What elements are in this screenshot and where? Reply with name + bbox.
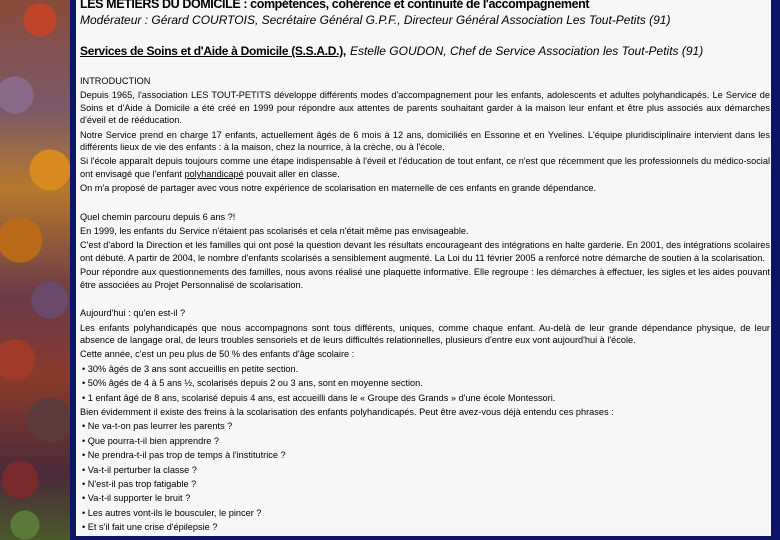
list-item: • Ne va-t-on pas leurrer les parents ? xyxy=(80,420,770,432)
paragraph: On m'a proposé de partager avec vous notre expérience de scolarisation en maternelle de ces enfants en grande dépendance. xyxy=(80,183,597,194)
list-item: • Que pourra-t-il bien apprendre ? xyxy=(80,435,770,447)
list-item: • 30% âgés de 3 ans sont accueillis en petite section. xyxy=(80,363,770,375)
list-item: • N'est-il pas trop fatigable ? xyxy=(80,478,770,490)
paragraph: Depuis 1965, l'association LES TOUT-PETITS développe différents modes d'accompagnement pour les enfants, adolescents et adultes polyhandicapés. Le Service de Soins et d'Aide à Domicile a été créé en 1999 pour répondre aux attentes de parents souhaitant garder à la maison leur enfant et être plus associés aux démarches d'éveil et de rééducation. xyxy=(80,90,770,126)
document-panel xyxy=(76,0,771,536)
text: Si l'école apparaît depuis toujours comme une étape indispensable à l'éveil et l'éducation de tout enfant, ce n'est que récemment que les professionnels du médico-social ont envisagé que l'enfant xyxy=(80,156,770,179)
list-item: • Et s'il fait une crise d'épilepsie ? xyxy=(80,521,770,533)
service-name: Services de Soins et d'Aide à Domicile (S.S.A.D.), xyxy=(80,44,346,58)
list-item: • Les autres vont-ils le bousculer, le pincer ? xyxy=(80,507,770,519)
list-item: • Ne prendra-t-il pas trop de temps à l'institutrice ? xyxy=(80,449,770,461)
speaker: Estelle GOUDON, Chef de Service Association les Tout-Petits (91) xyxy=(349,44,704,58)
list-item: • Va-t-il perturber la classe ? xyxy=(80,464,770,476)
text: pouvait aller en classe. xyxy=(243,168,340,179)
service-heading xyxy=(80,44,703,58)
document-body xyxy=(80,75,770,536)
paragraph: Bien évidemment il existe des freins à la scolarisation des enfants polyhandicapés. Peut être avez-vous déjà entendu ces phrases : xyxy=(80,406,614,417)
paragraph xyxy=(80,155,770,180)
list-item: • 1 enfant âgé de 8 ans, scolarisé depuis 4 ans, est accueilli dans le « Groupe des Grands » d'une école Montessori. xyxy=(80,392,770,404)
paragraph: Notre Service prend en charge 17 enfants, actuellement âgés de 6 mois à 12 ans, domiciliés en Essonne et en Yvelines. L'équipe pluridisciplinaire intervient dans les différents lieux de vie des enfants : à la maison, chez la nourrice, à la crèche, ou à l'école. xyxy=(80,129,770,153)
paragraph: Pour répondre aux questionnements des familles, nous avons réalisé une plaquette informative. Elle regroupe : les démarches à effectuer, les sigles et les aides pouvant être associées au Projet Personnalisé de scolarisation. xyxy=(80,267,770,290)
paragraph: Les enfants polyhandicapés que nous accompagnons sont tous différents, uniques, comme chaque enfant. Au-delà de leur grande dépendance physique, de leur absence de langage oral, de leurs troubles sensoriels et de leurs difficultés relationnelles, plusieurs d'entre eux vont aujourd'hui à l'école. xyxy=(80,322,770,345)
section-heading-intro: INTRODUCTION xyxy=(80,76,151,86)
moderator-line: Modérateur : Gérard COURTOIS, Secrétaire Général G.P.F., Directeur Général Association Les Tout-Petits (91) xyxy=(80,13,671,27)
section-heading-today: Aujourd'hui : qu'en est-il ? xyxy=(80,308,186,319)
paragraph: En 1999, les enfants du Service n'étaient pas scolarisés et cela n'était même pas envisageable. xyxy=(80,226,469,237)
decorative-collage-image xyxy=(0,0,70,540)
list-item: • Va-t-il supporter le bruit ? xyxy=(80,492,770,504)
list-item: • 50% âgés de 4 à 5 ans ½, scolarisés depuis 2 ou 3 ans, sont en moyenne section. xyxy=(80,377,770,389)
section-heading-path: Quel chemin parcouru depuis 6 ans ?! xyxy=(80,211,236,222)
paragraph: C'est d'abord la Direction et les familles qui ont posé la question devant les résultats encourageant des intégrations en halte garderie. En 2001, des intégrations scolaires ont débuté. A partir de 2004, le nombre d'enfants scolarisés a sensiblement augmenté. La Loi du 11 février 2005 a renforcé notre démarche de soutien à la scolarisation. xyxy=(80,240,770,263)
document-title: LES METIERS DU DOMICILE : compétences, cohérence et continuité de l'accompagnement xyxy=(80,0,590,11)
polyhandicape-link[interactable]: polyhandicapé xyxy=(184,168,244,179)
paragraph: Cette année, c'est un peu plus de 50 % des enfants d'âge scolaire : xyxy=(80,349,355,360)
